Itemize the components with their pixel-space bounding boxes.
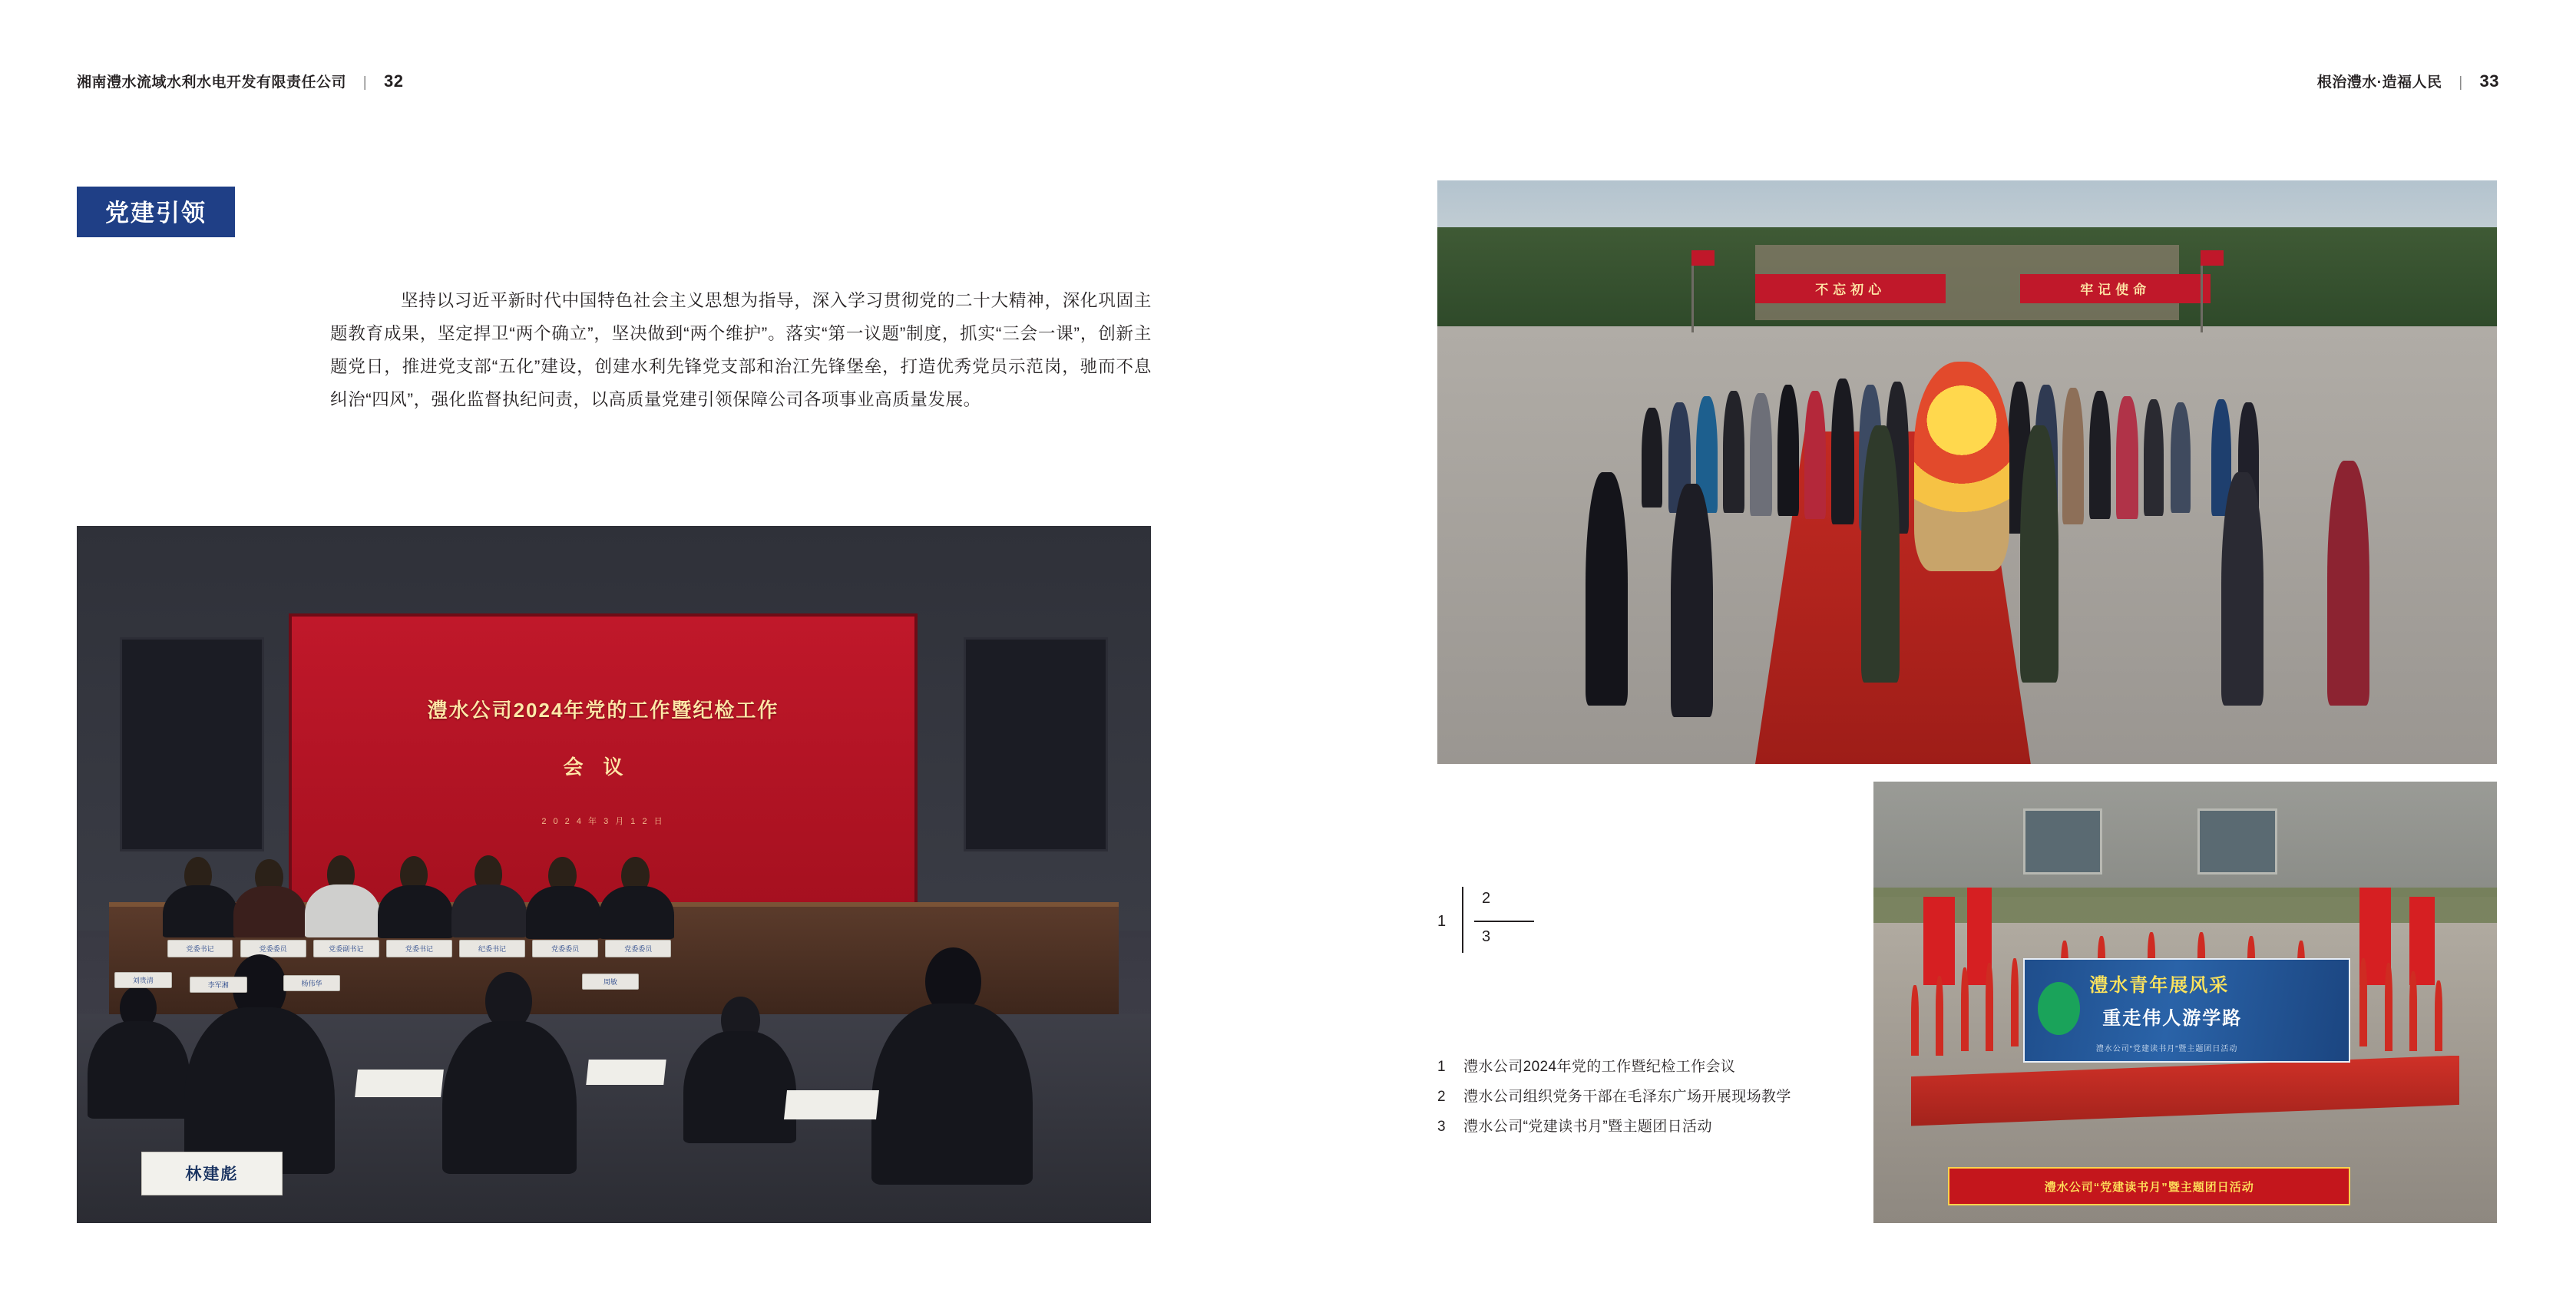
figure-index-vertical-rule — [1462, 887, 1463, 953]
youth-window — [2197, 808, 2277, 875]
meeting-nameplate: 党委委员 — [605, 940, 671, 957]
header-separator-right: | — [2459, 74, 2463, 91]
meeting-attendee-body — [871, 1003, 1033, 1185]
photo-meeting-conference — [77, 526, 1151, 1223]
youth-red-flag — [1923, 897, 1955, 985]
meeting-nameplate: 纪委书记 — [459, 940, 525, 957]
meeting-side-screen-right — [964, 637, 1108, 851]
caption-number: 3 — [1437, 1119, 1446, 1135]
meeting-desk-plate: 杨伟华 — [283, 975, 341, 991]
youth-participant — [2385, 963, 2392, 1051]
meeting-desk-plate: 刘贵清 — [114, 972, 172, 988]
figure-index-number-1: 1 — [1437, 913, 1447, 930]
meeting-nameplate: 党委副书记 — [313, 940, 379, 957]
square-person-foreground — [2221, 472, 2264, 706]
meeting-panelist-body — [451, 884, 527, 937]
meeting-attendee-body — [442, 1021, 577, 1175]
page-number-right: 33 — [2479, 71, 2499, 91]
meeting-front-nameplate: 林建彪 — [141, 1152, 283, 1195]
meeting-nameplate: 党委委员 — [532, 940, 598, 957]
page-number-left: 32 — [384, 71, 404, 91]
meeting-screen-subtitle: 会议 — [563, 755, 643, 779]
square-person — [1831, 379, 1854, 524]
square-flag — [1691, 250, 1715, 266]
caption-number: 2 — [1437, 1089, 1446, 1105]
figure-index-diagram — [1437, 887, 1576, 956]
meeting-nameplate: 党委委员 — [240, 940, 306, 957]
header-company-name: 湘南澧水流域水利水电开发有限责任公司 — [77, 74, 347, 91]
running-head-left — [77, 71, 404, 91]
photo-memorial-square — [1437, 180, 2497, 764]
figure-index-number-2: 2 — [1482, 890, 1491, 907]
square-person — [1750, 393, 1771, 516]
meeting-desk-plate: 李军湘 — [190, 977, 247, 993]
meeting-desk-plate: 周敏 — [582, 974, 640, 990]
youth-participant — [1986, 963, 1993, 1051]
meeting-nameplate: 党委书记 — [167, 940, 233, 957]
square-person-foreground — [1671, 484, 1713, 717]
meeting-screen-date: 2 0 2 4 年 3 月 1 2 日 — [541, 816, 665, 826]
meeting-paper-sheet — [586, 1060, 666, 1085]
square-person — [1723, 391, 1744, 514]
meeting-side-screen-left — [120, 637, 264, 851]
youth-main-banner — [2023, 958, 2350, 1063]
square-person — [1642, 408, 1662, 507]
square-person — [2171, 402, 2191, 513]
youth-window — [2023, 808, 2102, 875]
square-person — [1777, 385, 1799, 516]
meeting-paper-sheet — [784, 1090, 879, 1119]
square-person — [2144, 399, 2164, 516]
meeting-attendee-body — [683, 1031, 796, 1142]
caption-number: 1 — [1437, 1059, 1446, 1075]
youth-participant — [2435, 980, 2442, 1051]
caption-list — [1437, 1052, 2128, 1142]
youth-participant — [2409, 971, 2417, 1051]
square-flag — [2201, 250, 2224, 266]
youth-bottom-banner: 澧水公司“党建读书月”暨主题团日活动 — [1948, 1167, 2350, 1205]
meeting-screen-title: 澧水公司2024年党的工作暨纪检工作 — [427, 698, 779, 722]
square-person — [2116, 396, 2138, 519]
square-person-foreground — [2327, 461, 2369, 706]
meeting-panelist-body — [526, 886, 601, 939]
section-title-tab: 党建引领 — [77, 187, 235, 234]
youth-participant — [2359, 958, 2367, 1046]
meeting-attendee-body — [88, 1021, 190, 1119]
youth-participant — [2011, 958, 2019, 1046]
caption-item — [1437, 1052, 2128, 1082]
header-slogan: 根治澧水·造福人民 — [2316, 74, 2442, 91]
meeting-nameplate: 党委书记 — [386, 940, 452, 957]
square-person — [1804, 391, 1826, 519]
section-title-underline — [77, 234, 235, 237]
square-honour-guard — [2020, 425, 2058, 682]
caption-item — [1437, 1112, 2128, 1142]
youth-banner-line-3: 澧水公司“党建读书月”暨主题团日活动 — [2095, 1044, 2238, 1053]
square-banner-right-text: 牢记使命 — [2080, 283, 2151, 298]
square-banner-left-text: 不忘初心 — [1815, 283, 1887, 298]
square-person-foreground — [1586, 472, 1628, 706]
caption-text: 澧水公司“党建读书月”暨主题团日活动 — [1463, 1119, 1712, 1135]
running-head-right — [2317, 71, 2499, 91]
square-honour-guard — [1861, 425, 1900, 682]
meeting-panelist-body — [378, 885, 453, 938]
figure-index-horizontal-rule — [1474, 921, 1534, 922]
youth-participant — [1911, 985, 1919, 1056]
photo-youth-activity — [1873, 782, 2497, 1223]
caption-text: 澧水公司2024年党的工作暨纪检工作会议 — [1463, 1059, 1736, 1075]
square-banner-left — [1755, 274, 1946, 303]
meeting-panelist-body — [305, 884, 380, 937]
figure-index-number-3: 3 — [1482, 928, 1491, 945]
square-person — [2089, 391, 2111, 519]
square-flower-basket — [1914, 362, 2009, 572]
header-separator-left: | — [362, 74, 368, 91]
youth-banner-line-2: 重走伟人游学路 — [2102, 1007, 2243, 1029]
youth-background-wall — [1873, 782, 2497, 897]
square-banner-right — [2020, 274, 2211, 303]
meeting-panelist-body — [599, 886, 674, 939]
youth-participant — [1936, 976, 1943, 1056]
meeting-led-screen — [292, 617, 914, 916]
youth-participant — [1961, 967, 1969, 1051]
meeting-paper-sheet — [355, 1070, 444, 1097]
meeting-attendee-body — [184, 1007, 335, 1175]
caption-item — [1437, 1082, 2128, 1112]
body-paragraph: 坚持以习近平新时代中国特色社会主义思想为指导，深入学习贯彻党的二十大精神，深化巩固主题教育成果，坚定捍卫“两个确立”，坚决做到“两个维护”。落实“第一议题”制度，抓实“三会一课”，创新主题党日，推进党支部“五化”建设，创建水利先锋党支部和治江先锋堡垒，打造优秀党员示范岗，驰而不息纠治“四风”，强化监督执纪问责，以高质量党建引领保障公司各项事业高质量发展。 — [330, 291, 1152, 409]
meeting-panelist-body — [163, 885, 238, 937]
meeting-panelist-body — [233, 886, 306, 937]
company-logo-icon — [2038, 982, 2080, 1035]
caption-text: 澧水公司组织党务干部在毛泽东广场开展现场教学 — [1463, 1089, 1791, 1105]
youth-banner-line-1: 澧水青年展风采 — [2089, 975, 2230, 997]
square-person — [2062, 388, 2084, 525]
